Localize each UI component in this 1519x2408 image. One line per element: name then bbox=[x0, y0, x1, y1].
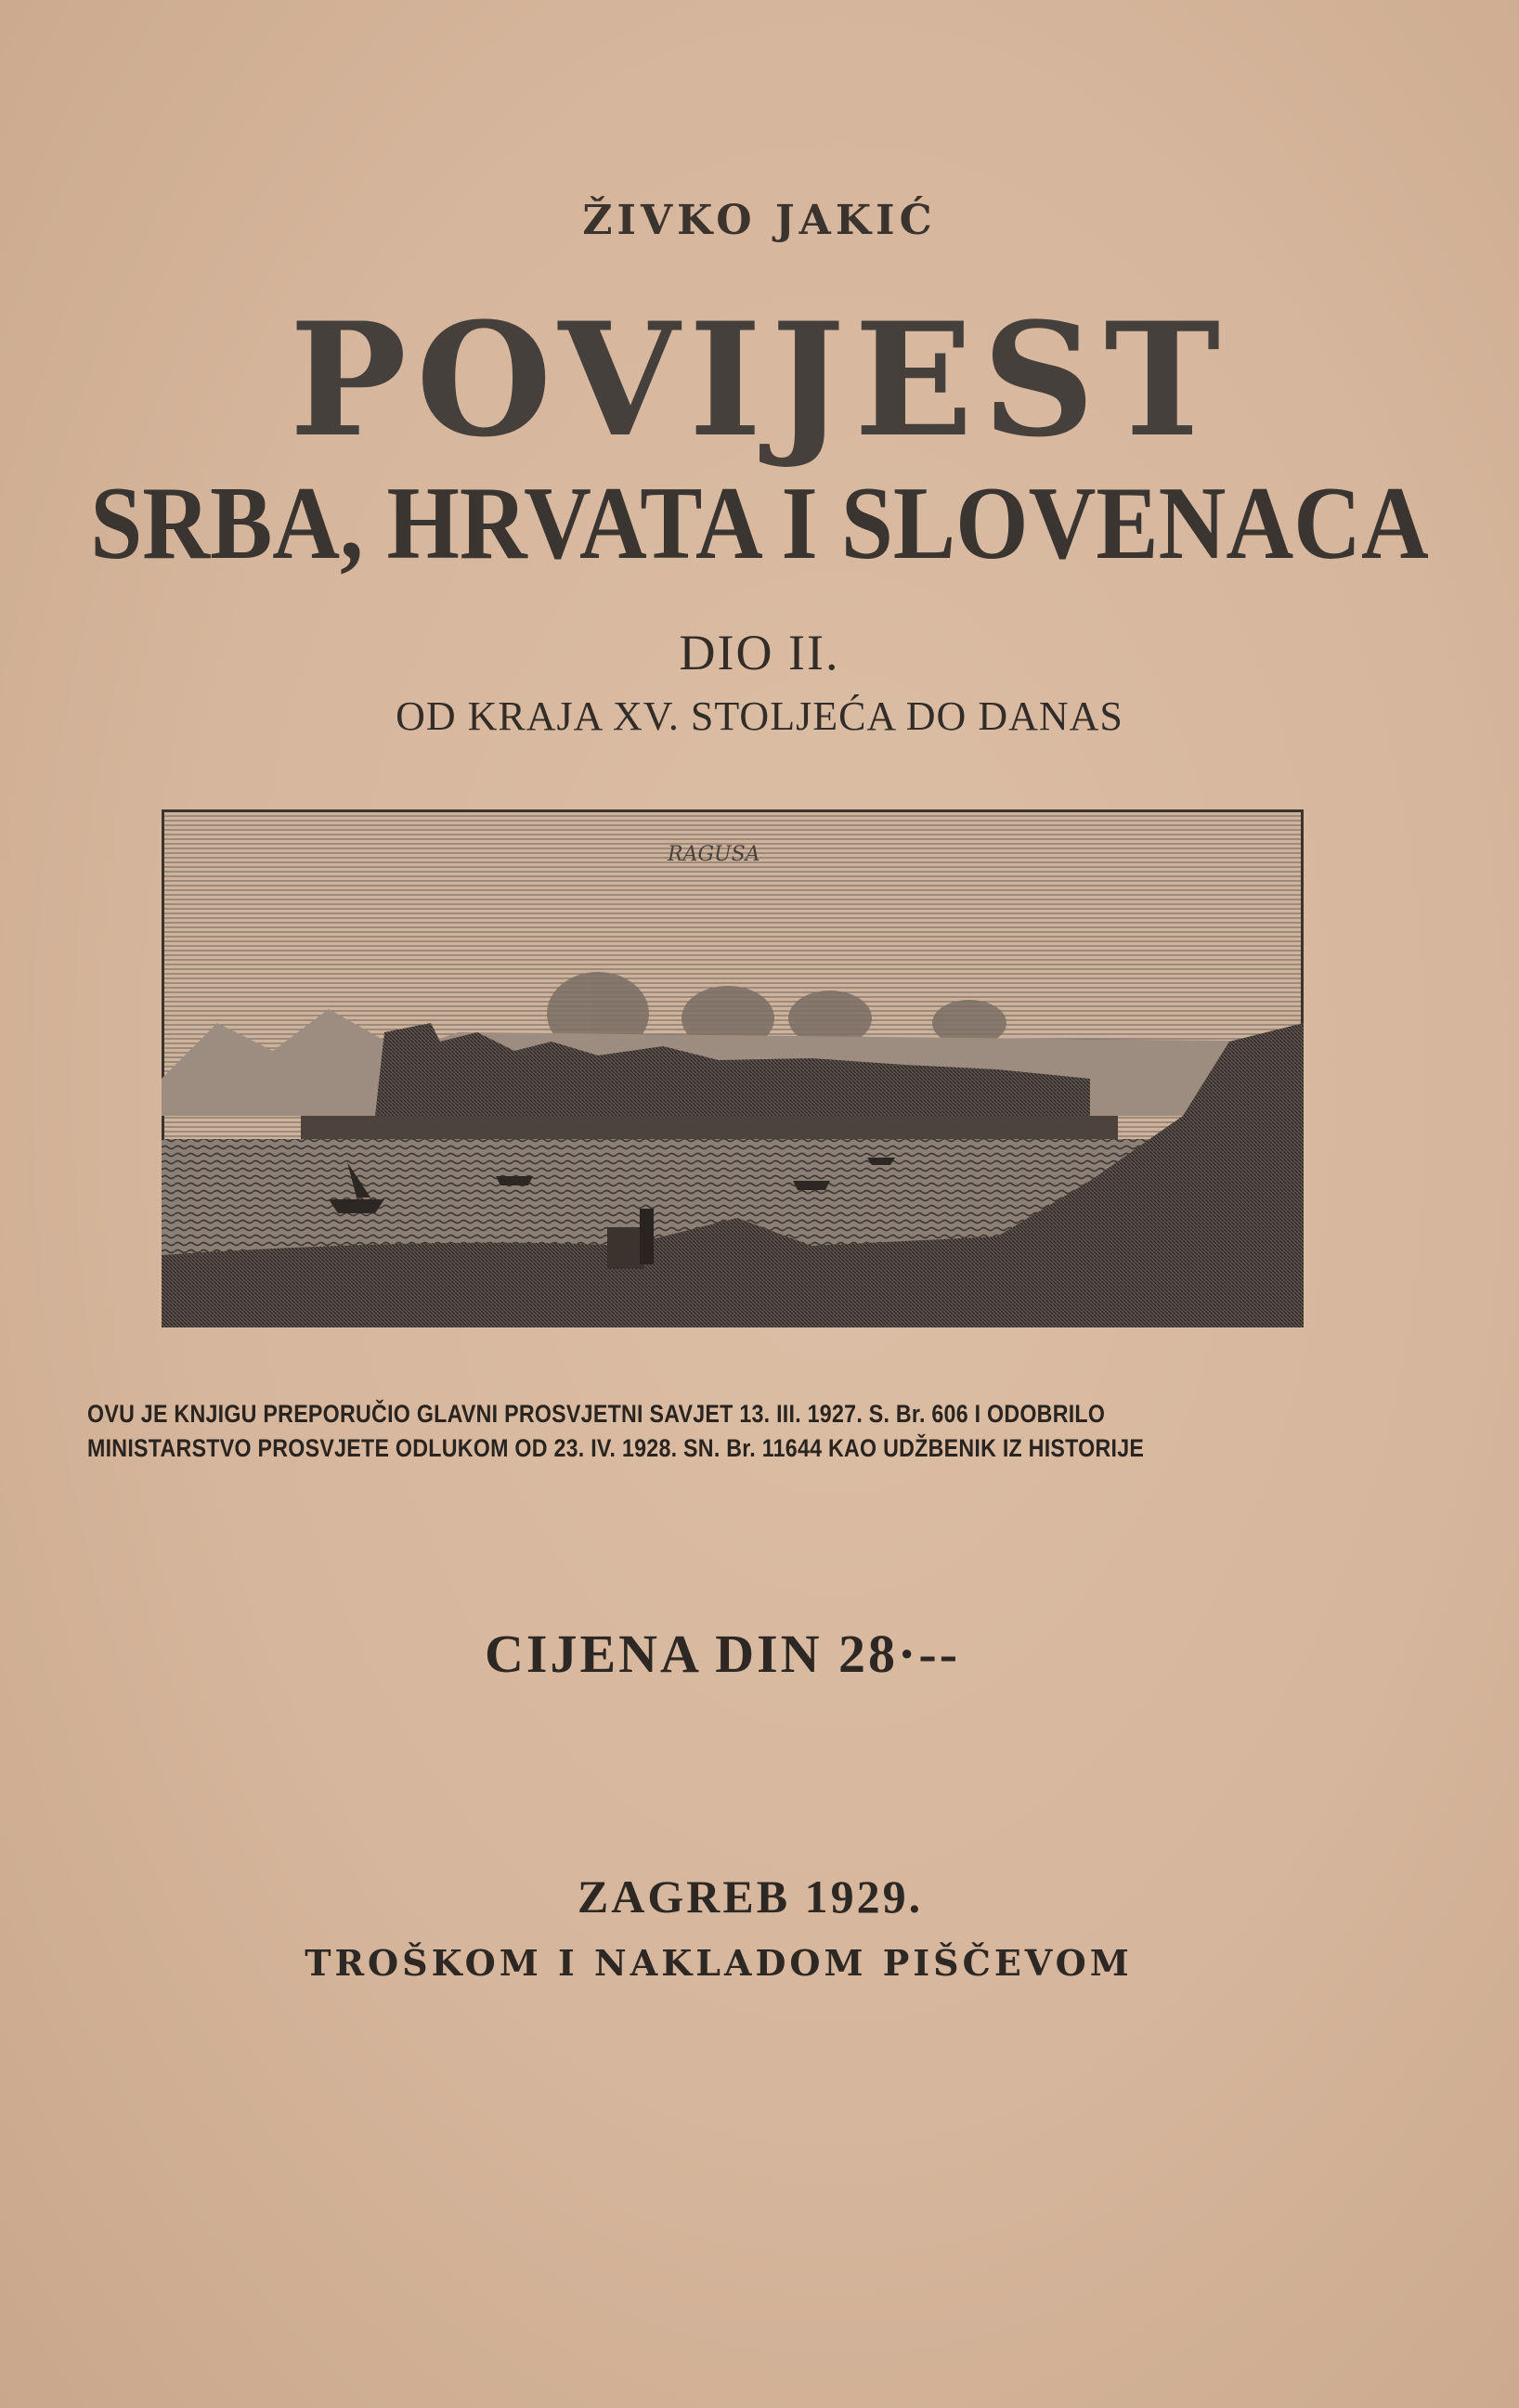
place-and-year: ZAGREB 1929. bbox=[577, 1871, 924, 1923]
price: CIJENA DIN 28·-- bbox=[484, 1624, 961, 1684]
illustration-caption: RAGUSA bbox=[668, 843, 760, 866]
publisher-note: TROŠKOM I NAKLADOM PIŠČEVOM bbox=[305, 1942, 1133, 1984]
author-name: ŽIVKO JAKIĆ bbox=[582, 197, 937, 244]
book-title: POVIJEST bbox=[289, 288, 1230, 472]
period-covered: OD KRAJA XV. STOLJEĆA DO DANAS bbox=[396, 693, 1123, 739]
book-subtitle: SRBA, HRVATA I SLOVENACA bbox=[90, 466, 1429, 581]
ragusa-engraving-illustration bbox=[162, 809, 1304, 1327]
approval-notice-line-1: OVU JE KNJIGU PREPORUČIO GLAVNI PROSVJETNI SAVJET 13. III. 1927. S. Br. 606 I ODOBRILO bbox=[87, 1400, 1106, 1428]
volume-part: DIO II. bbox=[679, 625, 840, 680]
approval-notice-line-2: MINISTARSTVO PROSVJETE ODLUKOM OD 23. IV. 1928. SN. Br. 11644 KAO UDŽBENIK IZ HISTORIJE bbox=[87, 1434, 1145, 1462]
